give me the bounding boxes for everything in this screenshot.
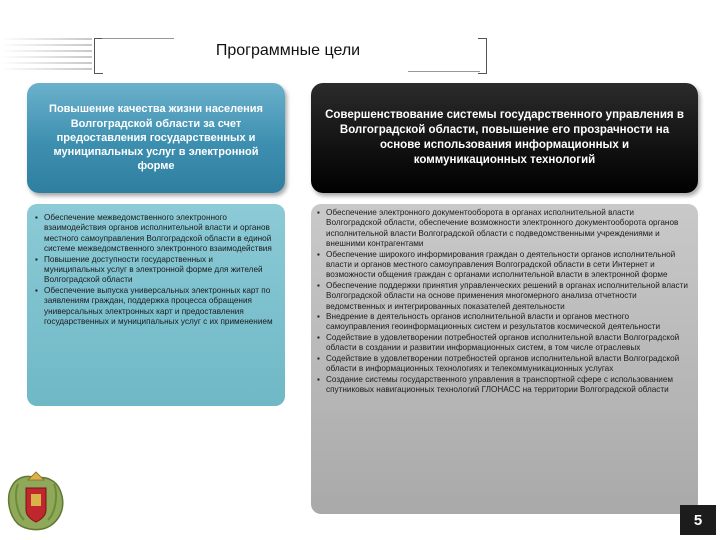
goal-box-governance: Совершенствование системы государственного управления в Волгоградской области, повышение его прозрачности на основе использования информационных и коммуникационных технологий — [311, 83, 698, 193]
list-item: ▪ Обеспечение широкого информирования граждан о деятельности органов исполнительной власти и органов местного самоуправления Волгоградской области в сети Интернет и возможности общения граждан с органами исполнительной власти в электронной форме — [317, 250, 690, 281]
list-item: ▪ Создание системы государственного управления в транспортной сфере с использованием спутниковых навигационных технологий ГЛОНАСС на территории Волгоградской области — [317, 375, 690, 396]
list-item: ▪ Обеспечение выпуска универсальных электронных карт по заявлениям граждан, поддержка процесса обращения универсальных электронных карт и предоставления государственных и муниципальных услуг с их применением — [35, 286, 275, 328]
decorative-stripes — [0, 38, 92, 70]
list-item: ▪ Обеспечение межведомственного электронного взаимодействия органов исполнительной власти и органов местного самоуправления Волгоградской области в единой системе межведомственного электронного взаимодействия — [35, 213, 275, 255]
goal-box-quality-of-life: Повышение качества жизни населения Волгоградской области за счет предоставления государственных и муниципальных услуг в электронной форме — [27, 83, 285, 193]
list-item: ▪ Обеспечение электронного документооборота в органах исполнительной власти Волгоградской области, обеспечение возможности электронного документооборота органов исполнительной власти Волгоградской области с подведомственными учреждениями и внешними контрагентами — [317, 208, 690, 250]
page-title: Программные цели — [215, 42, 361, 59]
list-item: ▪ Внедрение в деятельность органов исполнительной власти и органов местного самоуправления геоинформационных систем и результатов космической деятельности — [317, 312, 690, 333]
title-bracket-right — [478, 38, 487, 74]
list-item: ▪ Обеспечение поддержки принятия управленческих решений в органах исполнительной власти Волгоградской области на основе применения многомерного анализа отчетности ведомственных и интегрированных показателей деятельности — [317, 281, 690, 312]
title-rule-bottom-right — [408, 71, 480, 72]
left-tasks-panel — [27, 204, 285, 406]
title-bracket-left — [94, 38, 103, 74]
page-number-badge: 5 — [680, 505, 716, 535]
list-item: ▪ Содействие в удовлетворении потребностей органов исполнительной власти Волгоградской области в создании и развитии информационных систем, в том числе отраслевых — [317, 333, 690, 354]
right-tasks-panel — [311, 204, 698, 514]
list-item: ▪ Содействие в удовлетворении потребностей органов исполнительной власти Волгоградской области в информационных технологиях и телекоммуникационных услугах — [317, 354, 690, 375]
list-item: ▪ Повышение доступности государственных и муниципальных услуг в электронной форме для жителей Волгоградской области — [35, 255, 275, 286]
title-rule-top-left — [102, 38, 174, 39]
coat-of-arms-icon — [4, 466, 68, 536]
